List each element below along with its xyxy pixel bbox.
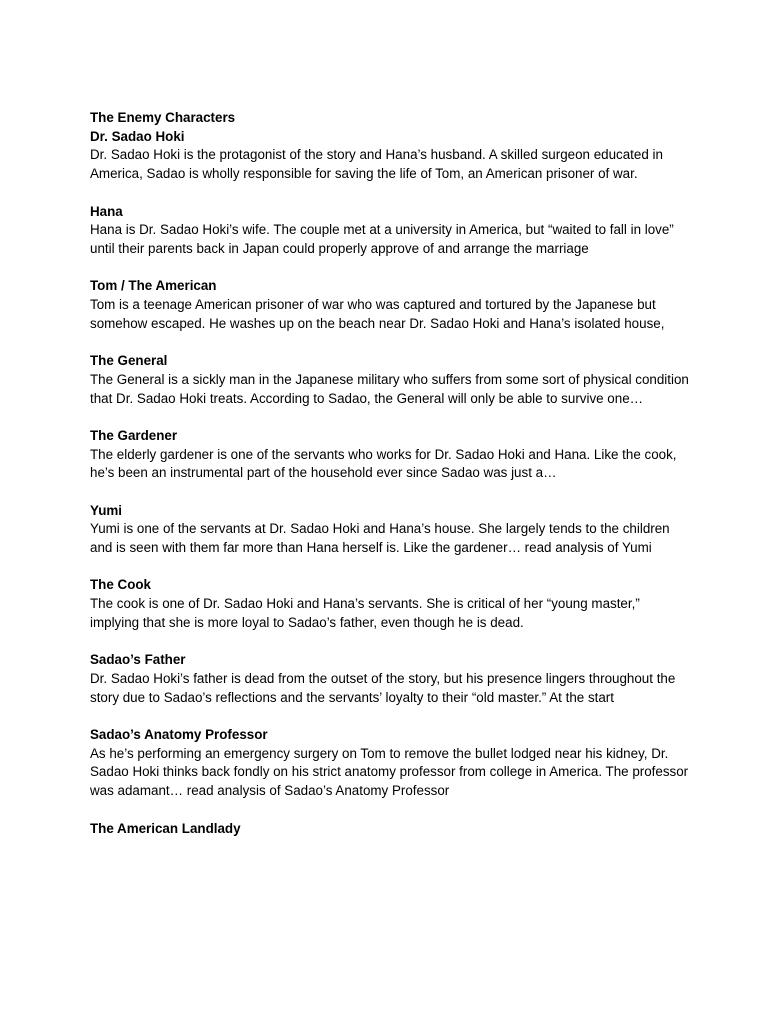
character-heading: The American Landlady xyxy=(90,820,241,836)
character-section-cook xyxy=(90,576,690,632)
document-title: The Enemy Characters xyxy=(90,110,236,125)
character-section-tom xyxy=(90,277,690,333)
character-description: Dr. Sadao Hoki’s father is dead from the outset of the story, but his presence lingers throughout the story due to Sadao’s reflections and the servants’ loyalty to their “old master.” At the start xyxy=(90,670,676,705)
character-description: As he’s performing an emergency surgery on Tom to remove the bullet lodged near his kidney, Dr. Sadao Hoki thinks back fondly on his strict anatomy professor from college in America. The professor was adamant… read analysis of Sadao’s Anatomy Professor xyxy=(90,745,689,799)
character-heading: Sadao’s Father xyxy=(90,652,186,668)
character-description: The elderly gardener is one of the servants who works for Dr. Sadao Hoki and Hana. Like the cook, he’s been an instrumental part of the household ever since Sadao was just a… xyxy=(90,446,677,481)
character-section-sadaos-father xyxy=(90,651,690,707)
character-section-anatomy-professor xyxy=(90,726,690,801)
character-heading: Sadao’s Anatomy Professor xyxy=(90,727,268,743)
character-description: The cook is one of Dr. Sadao Hoki and Hana’s servants. She is critical of her “young master,” implying that she is more loyal to Sadao’s father, even though he is dead. xyxy=(90,596,640,630)
character-section-sadao xyxy=(90,128,690,184)
character-description: The General is a sickly man in the Japanese military who suffers from some sort of physical condition that Dr. Sadao Hoki treats. According to Sadao, the General will only be able to survive one… xyxy=(90,371,689,406)
character-heading: Yumi xyxy=(90,502,122,518)
character-section-hana xyxy=(90,203,690,259)
character-heading: The General xyxy=(90,353,168,369)
character-section-yumi xyxy=(90,502,690,558)
character-heading: The Gardener xyxy=(90,427,178,443)
character-heading: The Cook xyxy=(90,577,152,593)
document-page xyxy=(90,109,690,857)
character-heading: Tom / The American xyxy=(90,278,217,294)
character-description: Tom is a teenage American prisoner of war who was captured and tortured by the Japanese but somehow escaped. He washes up on the beach near Dr. Sadao Hoki and Hana’s isolated house, xyxy=(90,297,665,331)
character-section-american-landlady xyxy=(90,820,690,839)
character-description: Yumi is one of the servants at Dr. Sadao Hoki and Hana’s house. She largely tends to the children and is seen with them far more than Hana herself is. Like the gardener… read analysis of Yumi xyxy=(90,521,670,556)
character-heading: Hana xyxy=(90,203,123,219)
character-description: Hana is Dr. Sadao Hoki’s wife. The couple met at a university in America, but “waited to fall in love” until their parents back in Japan could properly approve of and arrange the marriage xyxy=(90,222,674,256)
character-section-general xyxy=(90,352,690,408)
character-heading: Dr. Sadao Hoki xyxy=(90,128,185,144)
character-description: Dr. Sadao Hoki is the protagonist of the story and Hana’s husband. A skilled surgeon educated in America, Sadao is wholly responsible for saving the life of Tom, an American prisoner of war. xyxy=(90,147,663,182)
character-section-gardener xyxy=(90,427,690,483)
